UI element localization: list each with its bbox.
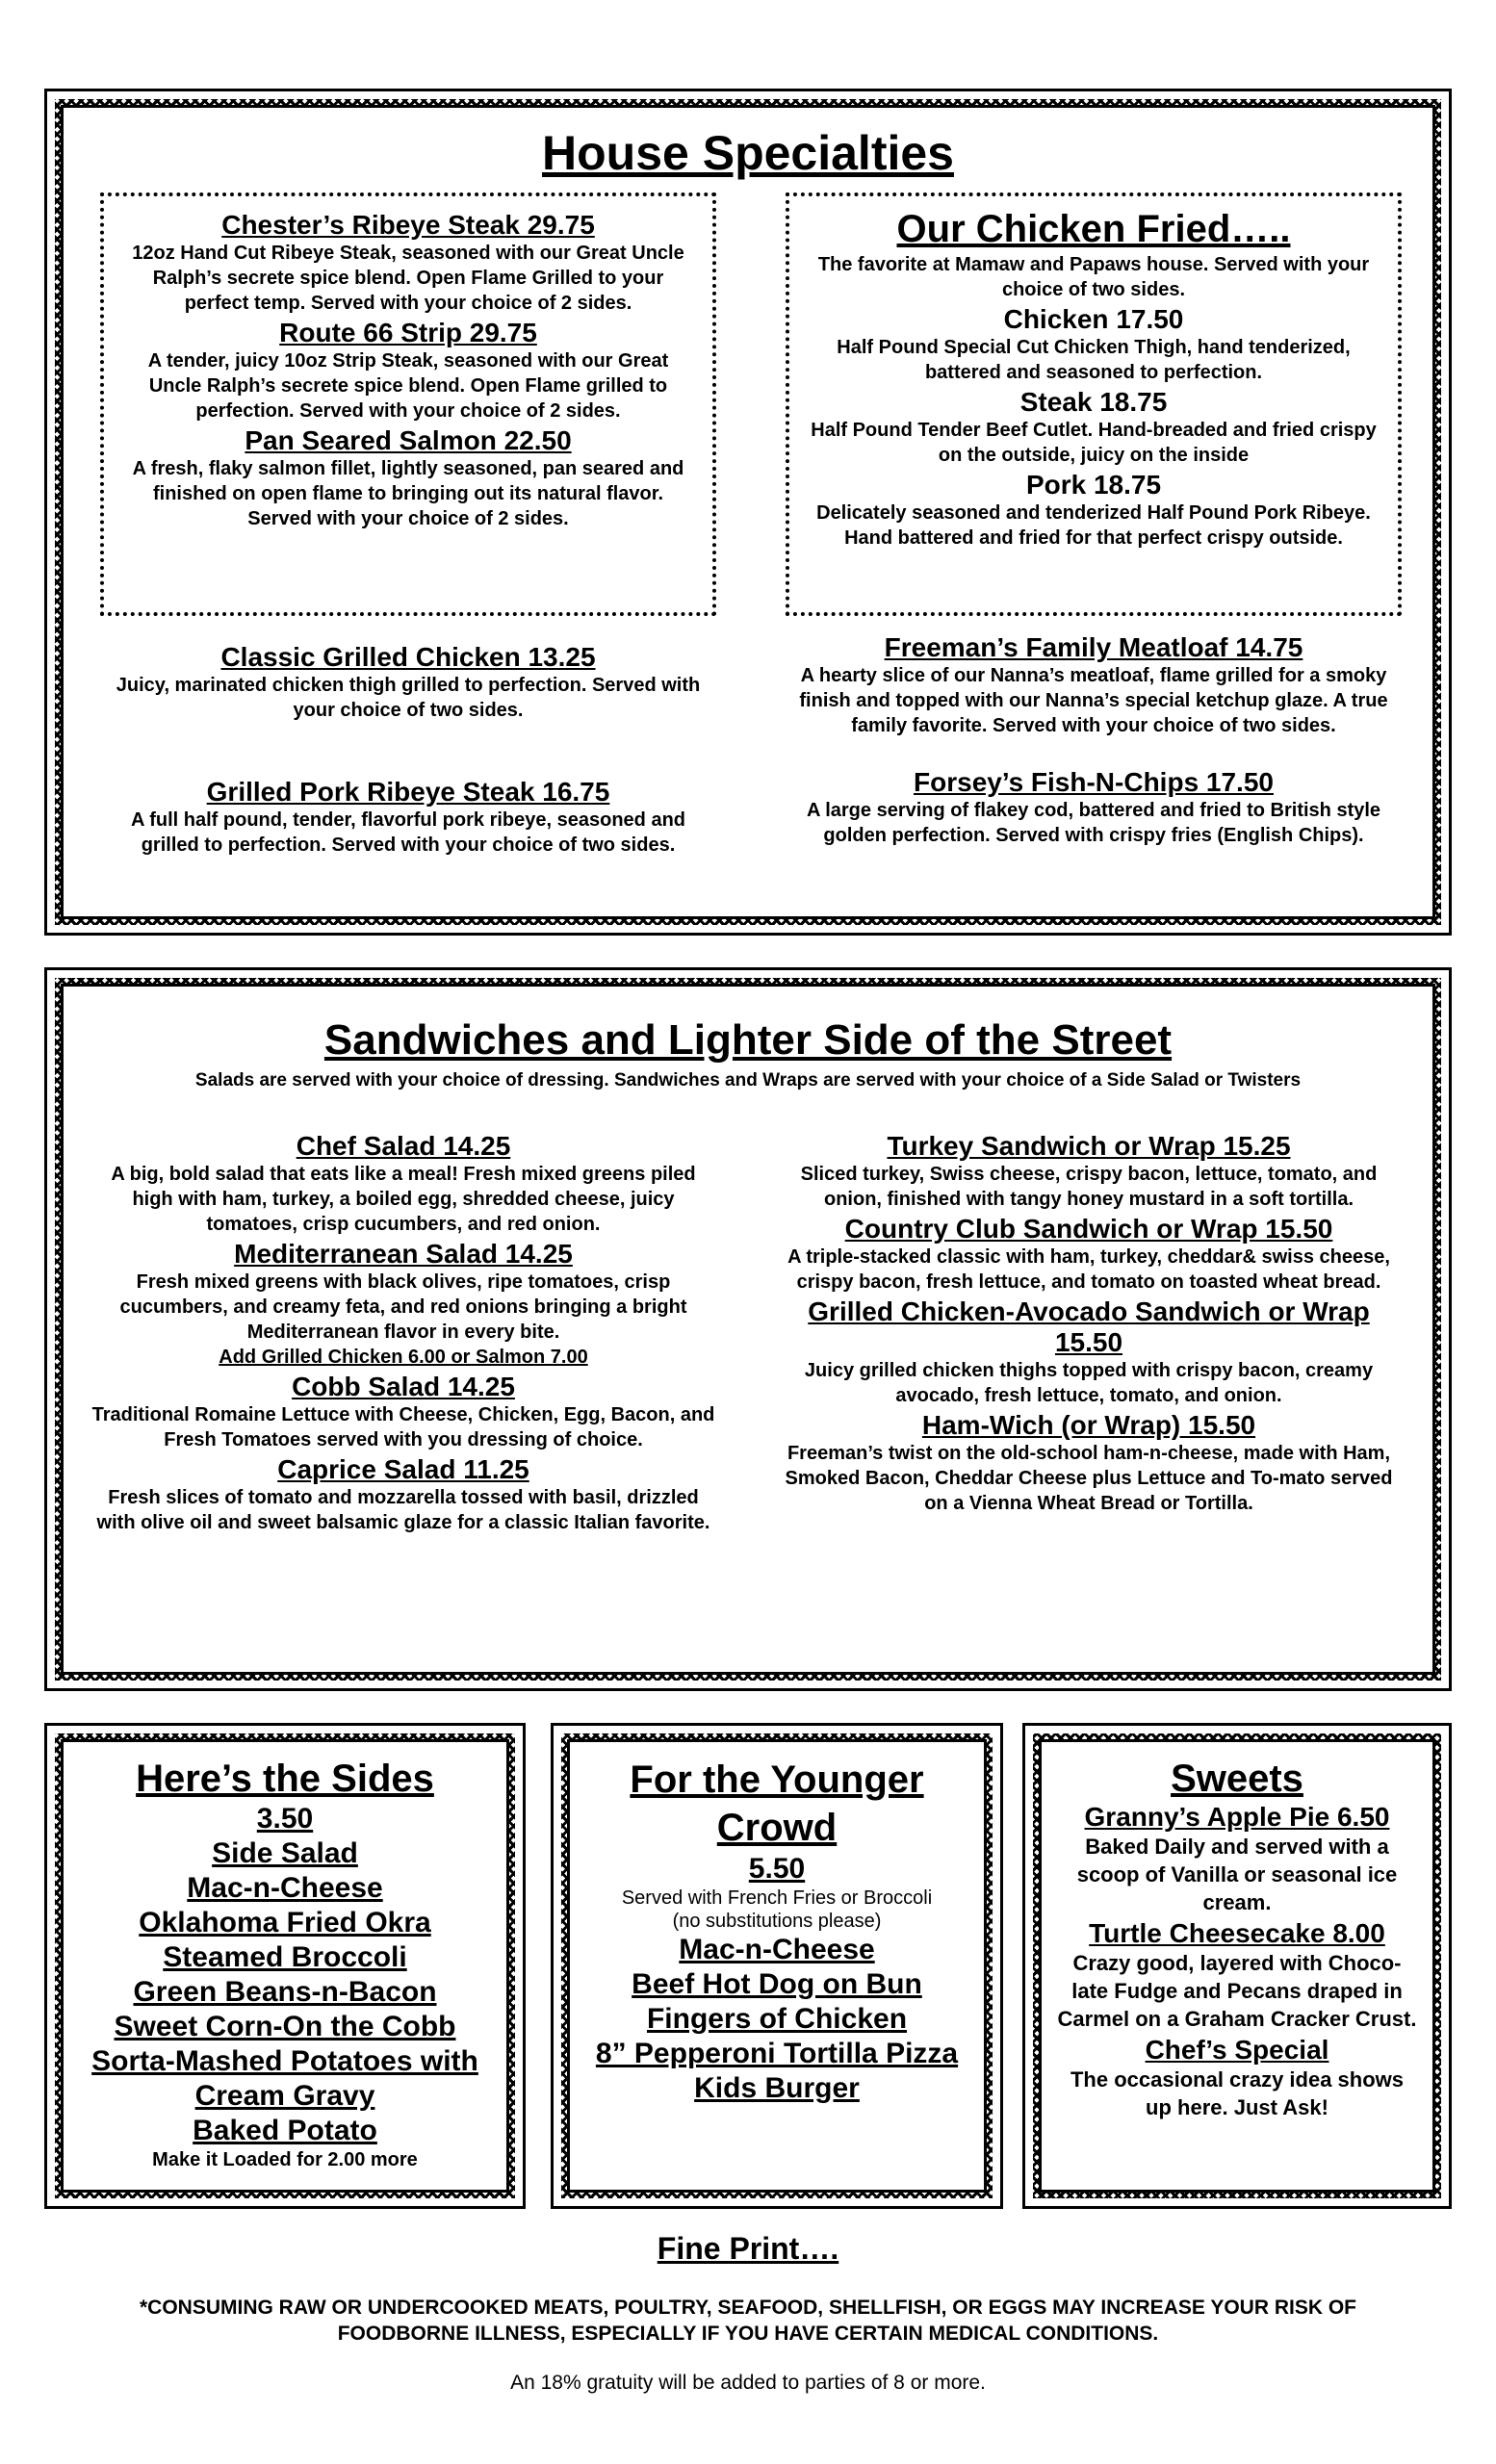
menu-item-name: Chef’s Special xyxy=(1145,2035,1329,2065)
house-right-below xyxy=(786,632,1402,850)
salads-column xyxy=(90,1131,716,1537)
sandwiches-subtitle: Salads are served with your choice of dressing. Sandwiches and Wraps are served with your choice of a Side Salad or Twisters xyxy=(194,1070,1302,1091)
kids-item: 8” Pepperoni Tortilla Pizza xyxy=(595,2038,959,2069)
sandwiches-panel xyxy=(44,967,1452,1691)
side-item: Green Beans-n-Bacon xyxy=(133,1976,437,2008)
house-specialties-content xyxy=(61,105,1435,919)
sandwiches-title: Sandwiches and Lighter Side of the Street xyxy=(323,1016,1173,1064)
menu-item-name: Turtle Cheesecake 8.00 xyxy=(1089,1918,1385,1948)
decorative-border xyxy=(55,99,1441,925)
kids-item: Kids Burger xyxy=(694,2072,860,2104)
menu-item-desc: A large serving of flakey cod, battered and fried to British style golden perfection. Served with crispy fries (English Chips). xyxy=(806,800,1381,846)
menu-item-name: Grilled Pork Ribeye Steak 16.75 xyxy=(206,777,610,807)
menu-item-name: Pan Seared Salmon 22.50 xyxy=(245,425,572,455)
menu-item-desc: Half Pound Special Cut Chicken Thigh, hand tenderized, battered and seasoned to perfection. xyxy=(837,337,1351,383)
fine-print-warning: *CONSUMING RAW OR UNDERCOOKED MEATS, POULTRY, SEAFOOD, SHELLFISH, OR EGGS MAY INCREASE YOUR RISK OF FOODBORNE ILLNESS, ESPECIALLY IF YOU HAVE CERTAIN MEDICAL CONDITIONS. xyxy=(140,2297,1356,2345)
menu-item-name: Mediterranean Salad 14.25 xyxy=(234,1239,573,1269)
menu-item-name: Turkey Sandwich or Wrap 15.25 xyxy=(887,1131,1291,1161)
side-item: Side Salad xyxy=(212,1837,358,1869)
decorative-border xyxy=(1033,1733,1441,2198)
menu-item-desc: Baked Daily and served with a scoop of Vanilla or seasonal ice cream. xyxy=(1076,1835,1398,1914)
menu-item-desc: A hearty slice of our Nanna’s meatloaf, flame grilled for a smoky finish and topped with our Nanna’s special ketchup glaze. A true family favorite. Served with your choice of two sides. xyxy=(799,665,1388,736)
menu-item-desc: Fresh mixed greens with black olives, ripe tomatoes, crisp cucumbers, and creamy feta, and red onions bringing a bright Mediterranean flavor in every bite. xyxy=(119,1271,687,1343)
menu-item-desc: Sliced turkey, Swiss cheese, crispy bacon, lettuce, tomato, and onion, finished with tangy honey mustard in a soft tortilla. xyxy=(800,1164,1378,1210)
menu-item-desc: A triple-stacked classic with ham, turkey, cheddar& swiss cheese, crispy bacon, fresh lettuce, and tomato on toasted wheat bread. xyxy=(787,1246,1390,1293)
menu-item-name: Ham-Wich (or Wrap) 15.50 xyxy=(921,1410,1256,1440)
chicken-fried-intro: The favorite at Mamaw and Papaws house. Served with your choice of two sides. xyxy=(817,254,1370,300)
chicken-fried-box xyxy=(786,192,1402,616)
menu-item-name: Cobb Salad 14.25 xyxy=(292,1372,515,1401)
menu-item-desc: Freeman’s twist on the old-school ham-n-cheese, made with Ham, Smoked Bacon, Cheddar Cheese plus Lettuce and To-mato served on a Vienna Wheat Bread or Tortilla. xyxy=(785,1443,1393,1514)
menu-item-desc: The occasional crazy idea shows up here. Just Ask! xyxy=(1070,2067,1405,2119)
menu-item-name: Granny’s Apple Pie 6.50 xyxy=(1084,1802,1390,1832)
menu-item-name: Chester’s Ribeye Steak 29.75 xyxy=(221,210,595,240)
sweets-content xyxy=(1039,1739,1435,2193)
menu-item-name: Grilled Chicken-Avocado Sandwich or Wrap 15.50 xyxy=(808,1296,1370,1357)
menu-item-desc: Half Pound Tender Beef Cutlet. Hand-breaded and fried crispy on the outside, juicy on the inside xyxy=(811,420,1377,466)
side-item: Baked Potato xyxy=(193,2115,377,2146)
decorative-border xyxy=(55,978,1441,1681)
menu-item-name: Steak 18.75 xyxy=(1019,387,1168,417)
younger-substitution-note: (no substitutions please) xyxy=(672,1911,882,1932)
chicken-fried-title: Our Chicken Fried….. xyxy=(896,208,1291,250)
decorative-border xyxy=(55,1733,515,2198)
addon-note: Add Grilled Chicken 6.00 or Salmon 7.00 xyxy=(219,1347,588,1368)
menu-item-desc: A tender, juicy 10oz Strip Steak, seasoned with our Great Uncle Ralph’s secrete spice blend. Open Flame grilled to perfection. Served with your choice of 2 sides. xyxy=(147,350,669,422)
sides-price: 3.50 xyxy=(256,1803,314,1835)
younger-crowd-panel xyxy=(551,1723,1003,2209)
side-item: Oklahoma Fried Okra xyxy=(139,1907,431,1938)
menu-item-name: Chicken 17.50 xyxy=(1003,304,1184,334)
house-left-below xyxy=(100,642,716,860)
menu-item-desc: Juicy grilled chicken thighs topped with crispy bacon, creamy avocado, fresh lettuce, tomato, and onion. xyxy=(804,1360,1374,1406)
house-specialties-title: House Specialties xyxy=(542,126,954,180)
sides-title: Here’s the Sides xyxy=(136,1758,434,1800)
side-item: Steamed Broccoli xyxy=(163,1941,407,1973)
menu-item-name: Classic Grilled Chicken 13.25 xyxy=(220,642,596,672)
fine-print-title: Fine Print…. xyxy=(657,2231,839,2266)
sweets-panel xyxy=(1022,1723,1452,2209)
kids-item: Beef Hot Dog on Bun xyxy=(632,1968,922,2000)
kids-item: Fingers of Chicken xyxy=(646,2003,908,2035)
menu-item-name: Country Club Sandwich or Wrap 15.50 xyxy=(844,1214,1333,1244)
menu-item-desc: A big, bold salad that eats like a meal! Fresh mixed greens piled high with ham, turkey, a boiled egg, shredded cheese, juicy tomatoes, crisp cucumbers, and red onion. xyxy=(111,1164,696,1235)
sides-note: Make it Loaded for 2.00 more xyxy=(152,2149,418,2170)
younger-price: 5.50 xyxy=(748,1853,806,1885)
menu-item-desc: A fresh, flaky salmon fillet, lightly seasoned, pan seared and finished on open flame to bringing out its natural flavor. Served with your choice of 2 sides. xyxy=(132,458,684,529)
younger-note: Served with French Fries or Broccoli xyxy=(621,1887,933,1909)
menu-item-name: Pork 18.75 xyxy=(1025,470,1162,500)
sweets-title: Sweets xyxy=(1171,1758,1303,1800)
menu-item-name: Forsey’s Fish-N-Chips 17.50 xyxy=(914,767,1274,797)
sandwiches-column xyxy=(776,1131,1402,1518)
decorative-border xyxy=(561,1733,993,2198)
sides-content xyxy=(61,1739,509,2193)
menu-item-desc: Fresh slices of tomato and mozzarella tossed with basil, drizzled with olive oil and sweet balsamic glaze for a classic Italian favorite. xyxy=(96,1487,710,1533)
menu-item-name: Caprice Salad 11.25 xyxy=(277,1454,529,1484)
side-item: Sweet Corn-On the Cobb xyxy=(114,2011,456,2042)
younger-crowd-title: For the Younger Crowd xyxy=(630,1758,924,1849)
side-item: Sorta-Mashed Potatoes with Cream Gravy xyxy=(91,2045,478,2112)
menu-item-name: Chef Salad 14.25 xyxy=(296,1131,511,1161)
menu-item-desc: 12oz Hand Cut Ribeye Steak, seasoned with our Great Uncle Ralph’s secrete spice blend. Open Flame Grilled to your perfect temp. Served with your choice of 2 sides. xyxy=(132,243,684,314)
house-specialties-panel xyxy=(44,89,1452,936)
menu-item-desc: Juicy, marinated chicken thigh grilled to perfection. Served with your choice of two sides. xyxy=(116,675,701,721)
side-item: Mac-n-Cheese xyxy=(187,1872,383,1904)
sandwiches-content xyxy=(61,984,1435,1675)
menu-item-name: Route 66 Strip 29.75 xyxy=(279,318,537,347)
left-featured-box xyxy=(100,192,716,616)
menu-item-desc: Delicately seasoned and tenderized Half Pound Pork Ribeye. Hand battered and fried for that perfect crispy outside. xyxy=(816,502,1371,549)
kids-item: Mac-n-Cheese xyxy=(679,1934,875,1965)
menu-item-name: Freeman’s Family Meatloaf 14.75 xyxy=(884,632,1303,662)
menu-item-desc: A full half pound, tender, flavorful pork ribeye, seasoned and grilled to perfection. Served with your choice of two sides. xyxy=(130,809,685,856)
gratuity-note: An 18% gratuity will be added to parties of 8 or more. xyxy=(510,2372,986,2394)
menu-item-desc: Traditional Romaine Lettuce with Cheese, Chicken, Egg, Bacon, and Fresh Tomatoes served with you dressing of choice. xyxy=(91,1404,715,1450)
menu-item-desc: Crazy good, layered with Choco-late Fudge and Pecans draped in Carmel on a Graham Cracker Crust. xyxy=(1057,1951,1417,2031)
younger-crowd-content xyxy=(567,1739,987,2193)
sides-panel xyxy=(44,1723,526,2209)
